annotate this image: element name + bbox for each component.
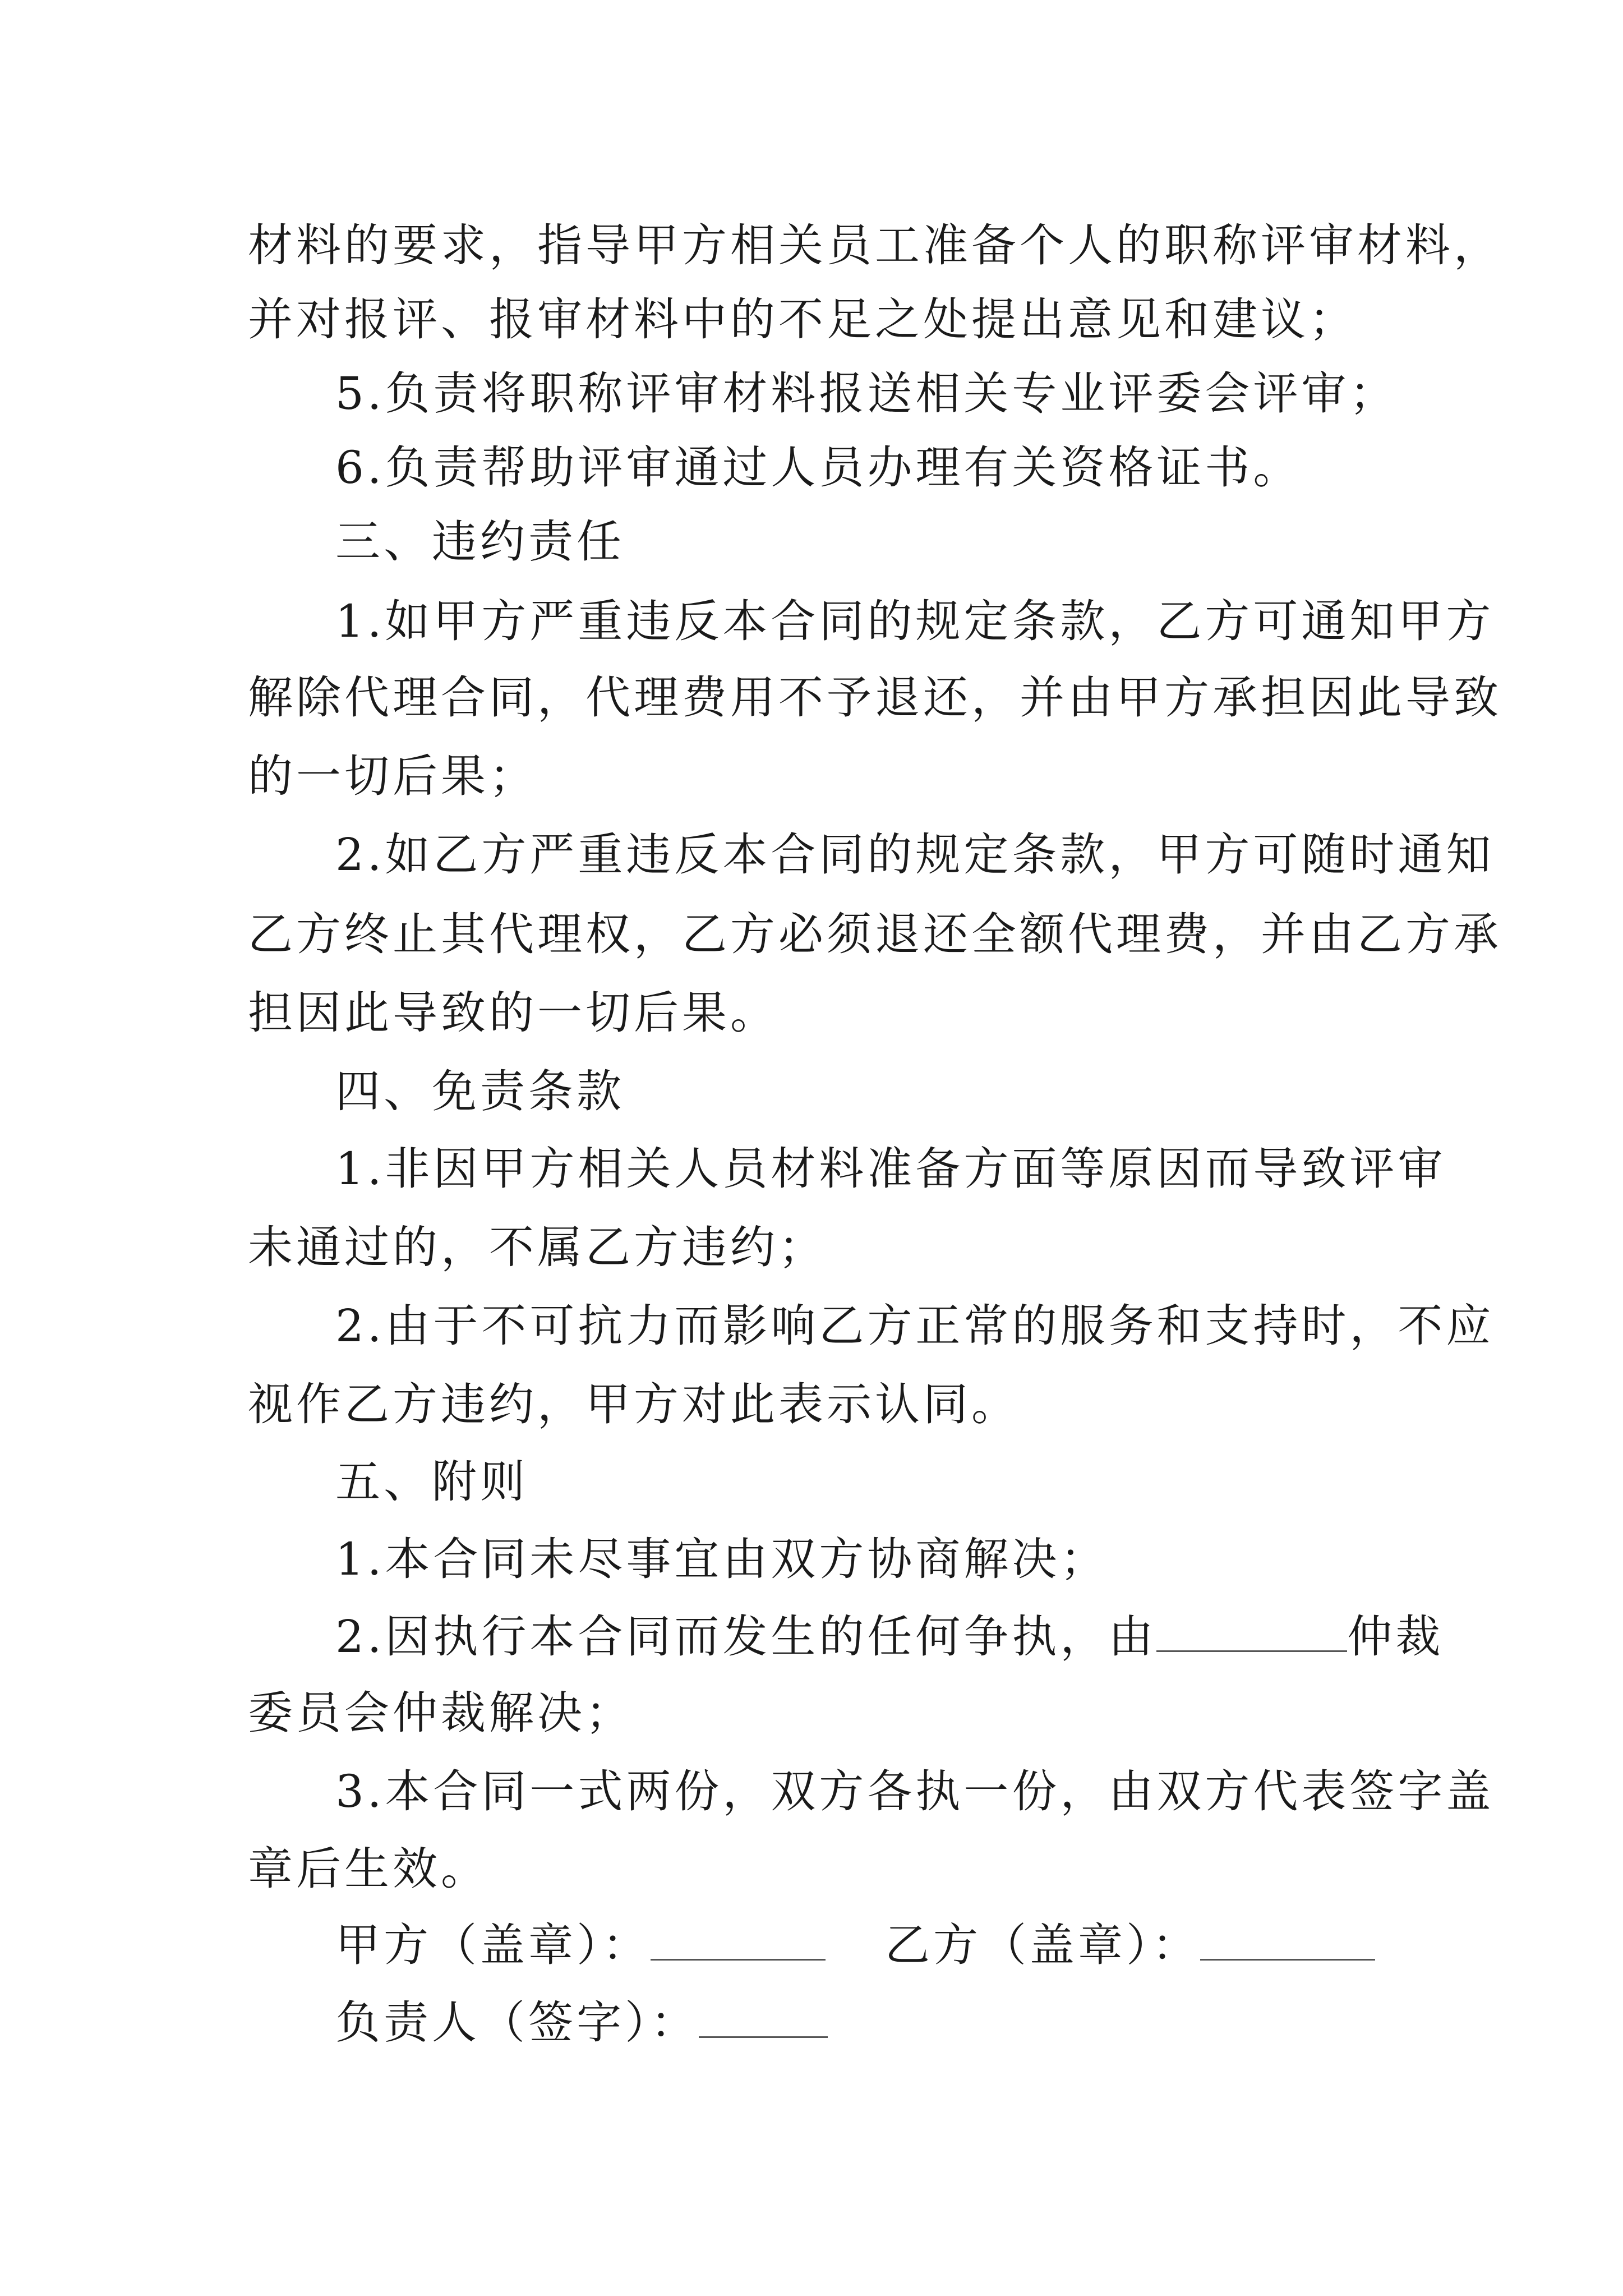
paragraph-line: 视作乙方违约，甲方对此表示认同。 [248,1378,1020,1430]
paragraph-line: 6.负责帮助评审通过人员办理有关资格证书。 [335,441,1302,494]
paragraph-line: 担因此导致的一切后果。 [248,987,778,1039]
paragraph-line: 解除代理合同，代理费用不予退还，并由甲方承担因此导致 [248,671,1502,724]
section-heading: 五、附则 [335,1456,528,1508]
section-heading: 三、违约责任 [335,516,625,568]
paragraph-line: 5.负责将职称评审材料报送相关专业评委会评审； [335,367,1398,420]
party-a-blank [651,1920,826,1961]
party-b-blank [1200,1920,1375,1961]
party-a-signature [335,1917,826,1973]
party-a-label: 甲方（盖章）： [335,1919,651,1971]
paragraph-line: 1.本合同未尽事宜由双方协商解决； [335,1533,1109,1585]
paragraph-line: 2.如乙方严重违反本合同的规定条款，甲方可随时通知 [335,829,1495,881]
paragraph-line: 并对报评、报审材料中的不足之处提出意见和建议； [248,293,1357,346]
responsible-person-signature [335,1995,828,2051]
section-heading: 四、免责条款 [335,1065,625,1117]
paragraph-line: 委员会仲裁解决； [248,1687,634,1739]
responsible-person-blank [699,1997,828,2038]
paragraph-line: 未通过的，不属乙方违约； [248,1221,827,1273]
arbitration-suffix: 仲裁 [1347,1611,1444,1663]
paragraph-line: 乙方终止其代理权，乙方必须退还全额代理费，并由乙方承 [248,908,1502,960]
responsible-person-label: 负责人（签字）： [335,1996,699,2049]
arbitration-prefix: 2.因执行本合同而发生的任何争执，由 [335,1611,1157,1663]
paragraph-line: 章后生效。 [248,1843,489,1895]
arbitration-clause [335,1609,1444,1665]
paragraph-line: 3.本合同一式两份，双方各执一份，由双方代表签字盖 [335,1765,1495,1818]
paragraph-line: 材料的要求，指导甲方相关员工准备个人的职称评审材料， [248,219,1502,272]
paragraph-line: 2.由于不可抗力而影响乙方正常的服务和支持时，不应 [335,1300,1495,1352]
party-b-label: 乙方（盖章）： [885,1919,1200,1971]
party-b-signature [885,1917,1375,1973]
paragraph-line: 1.非因甲方相关人员材料准备方面等原因而导致评审 [335,1143,1446,1195]
paragraph-line: 1.如甲方严重违反本合同的规定条款，乙方可通知甲方 [335,595,1495,647]
arbitration-blank [1156,1611,1347,1652]
paragraph-line: 的一切后果； [248,750,537,802]
